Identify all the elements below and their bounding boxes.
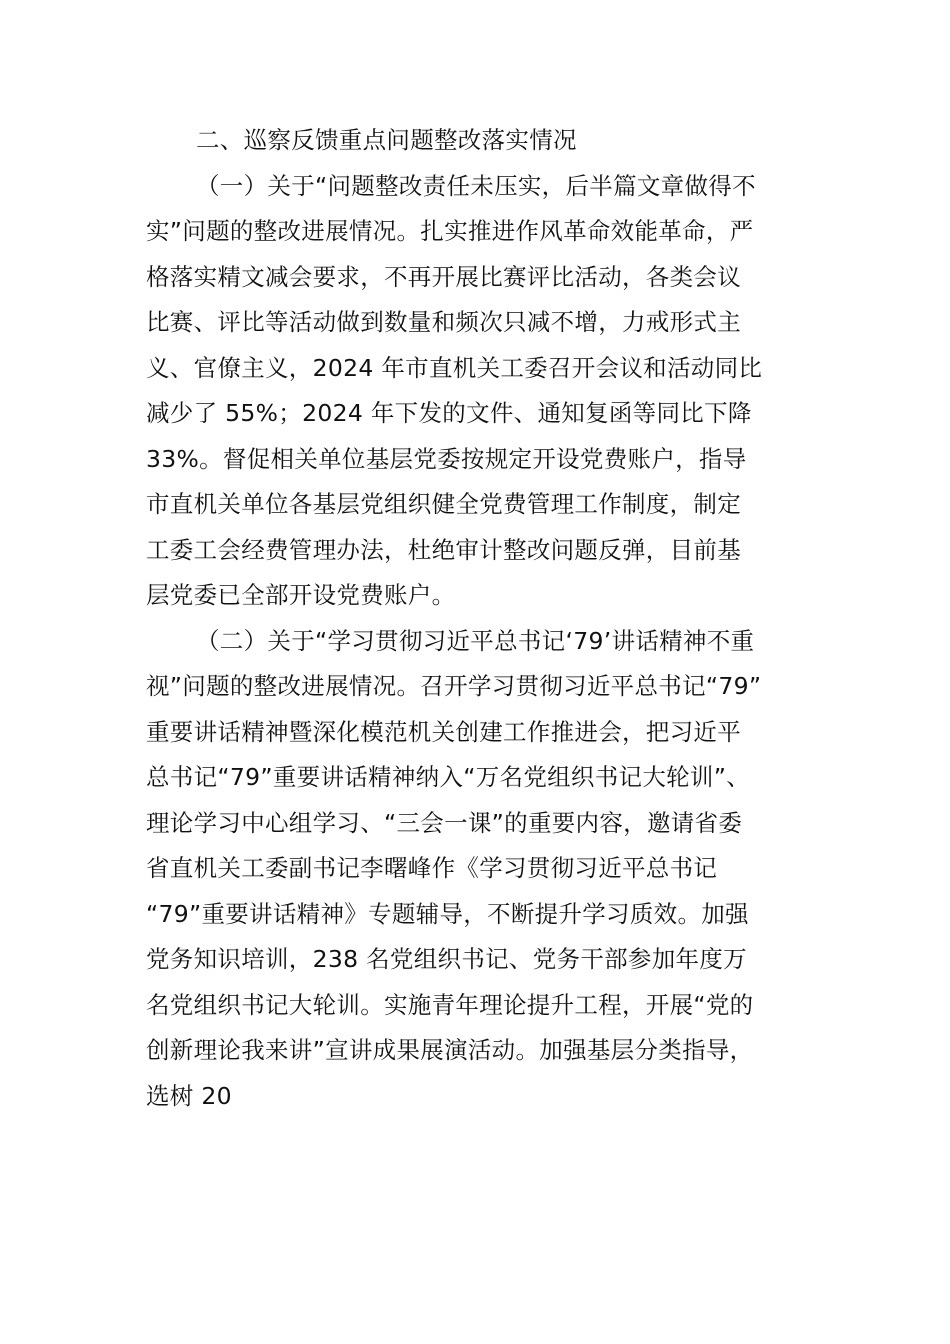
paragraph-2-line: 总书记“79”重要讲话精神纳入“万名党组织书记大轮训”、 bbox=[146, 763, 751, 791]
paragraph-1-line: 层党委已全部开设党费账户。 bbox=[146, 581, 456, 609]
paragraph-2-line: 理论学习中心组学习、“三会一课”的重要内容，邀请省委 bbox=[146, 808, 743, 837]
paragraph-2-line: 视”问题的整改进展情况。召开学习贯彻习近平总书记“79” bbox=[146, 672, 762, 700]
paragraph-2-line: （二）关于“学习贯彻习近平总书记‘79’讲话精神不重 bbox=[196, 626, 755, 655]
paragraph-1-line: （一）关于“问题整改责任未压实，后半篇文章做得不 bbox=[196, 171, 756, 200]
document-body bbox=[146, 118, 818, 1119]
paragraph-1-line: 义、官僚主义，2024 年市直机关工委召开会议和活动同比 bbox=[146, 353, 763, 382]
paragraph-1-line: 格落实精文减会要求，不再开展比赛评比活动，各类会议 bbox=[146, 262, 741, 291]
paragraph-1-line: 实”问题的整改进展情况。扎实推进作风革命效能革命，严 bbox=[146, 217, 754, 245]
paragraph-1-line: 比赛、评比等活动做到数量和频次只减不增，力戒形式主 bbox=[146, 308, 741, 336]
paragraph-2-line: 名党组织书记大轮训。实施青年理论提升工程，开展“党的 bbox=[146, 990, 754, 1019]
paragraph-2-line: 省直机关工委副书记李曙峰作《学习贯彻习近平总书记 bbox=[146, 854, 718, 882]
paragraph-2-line: 重要讲话精神暨深化模范机关创建工作推进会，把习近平 bbox=[146, 717, 741, 746]
paragraph-2-line: 创新理论我来讲”宣讲成果展演活动。加强基层分类指导， bbox=[146, 1036, 754, 1064]
section-heading: 二、巡察反馈重点问题整改落实情况 bbox=[196, 126, 577, 154]
paragraph-2-line: “79”重要讲话精神》专题辅导，不断提升学习质效。加强 bbox=[146, 899, 749, 928]
paragraph-1-line: 33%。督促相关单位基层党委按规定开设党费账户，指导 bbox=[146, 444, 747, 473]
paragraph-2-line: 选树 20 bbox=[146, 1081, 232, 1110]
paragraph-1-line: 市直机关单位各基层党组织健全党费管理工作制度，制定 bbox=[146, 490, 741, 518]
paragraph-1-line: 减少了 55%；2024 年下发的文件、通知复函等同比下降 bbox=[146, 399, 752, 427]
paragraph-2-line: 党务知识培训，238 名党组织书记、党务干部参加年度万 bbox=[146, 945, 747, 973]
paragraph-1-line: 工委工会经费管理办法，杜绝审计整改问题反弹，目前基 bbox=[146, 535, 741, 564]
